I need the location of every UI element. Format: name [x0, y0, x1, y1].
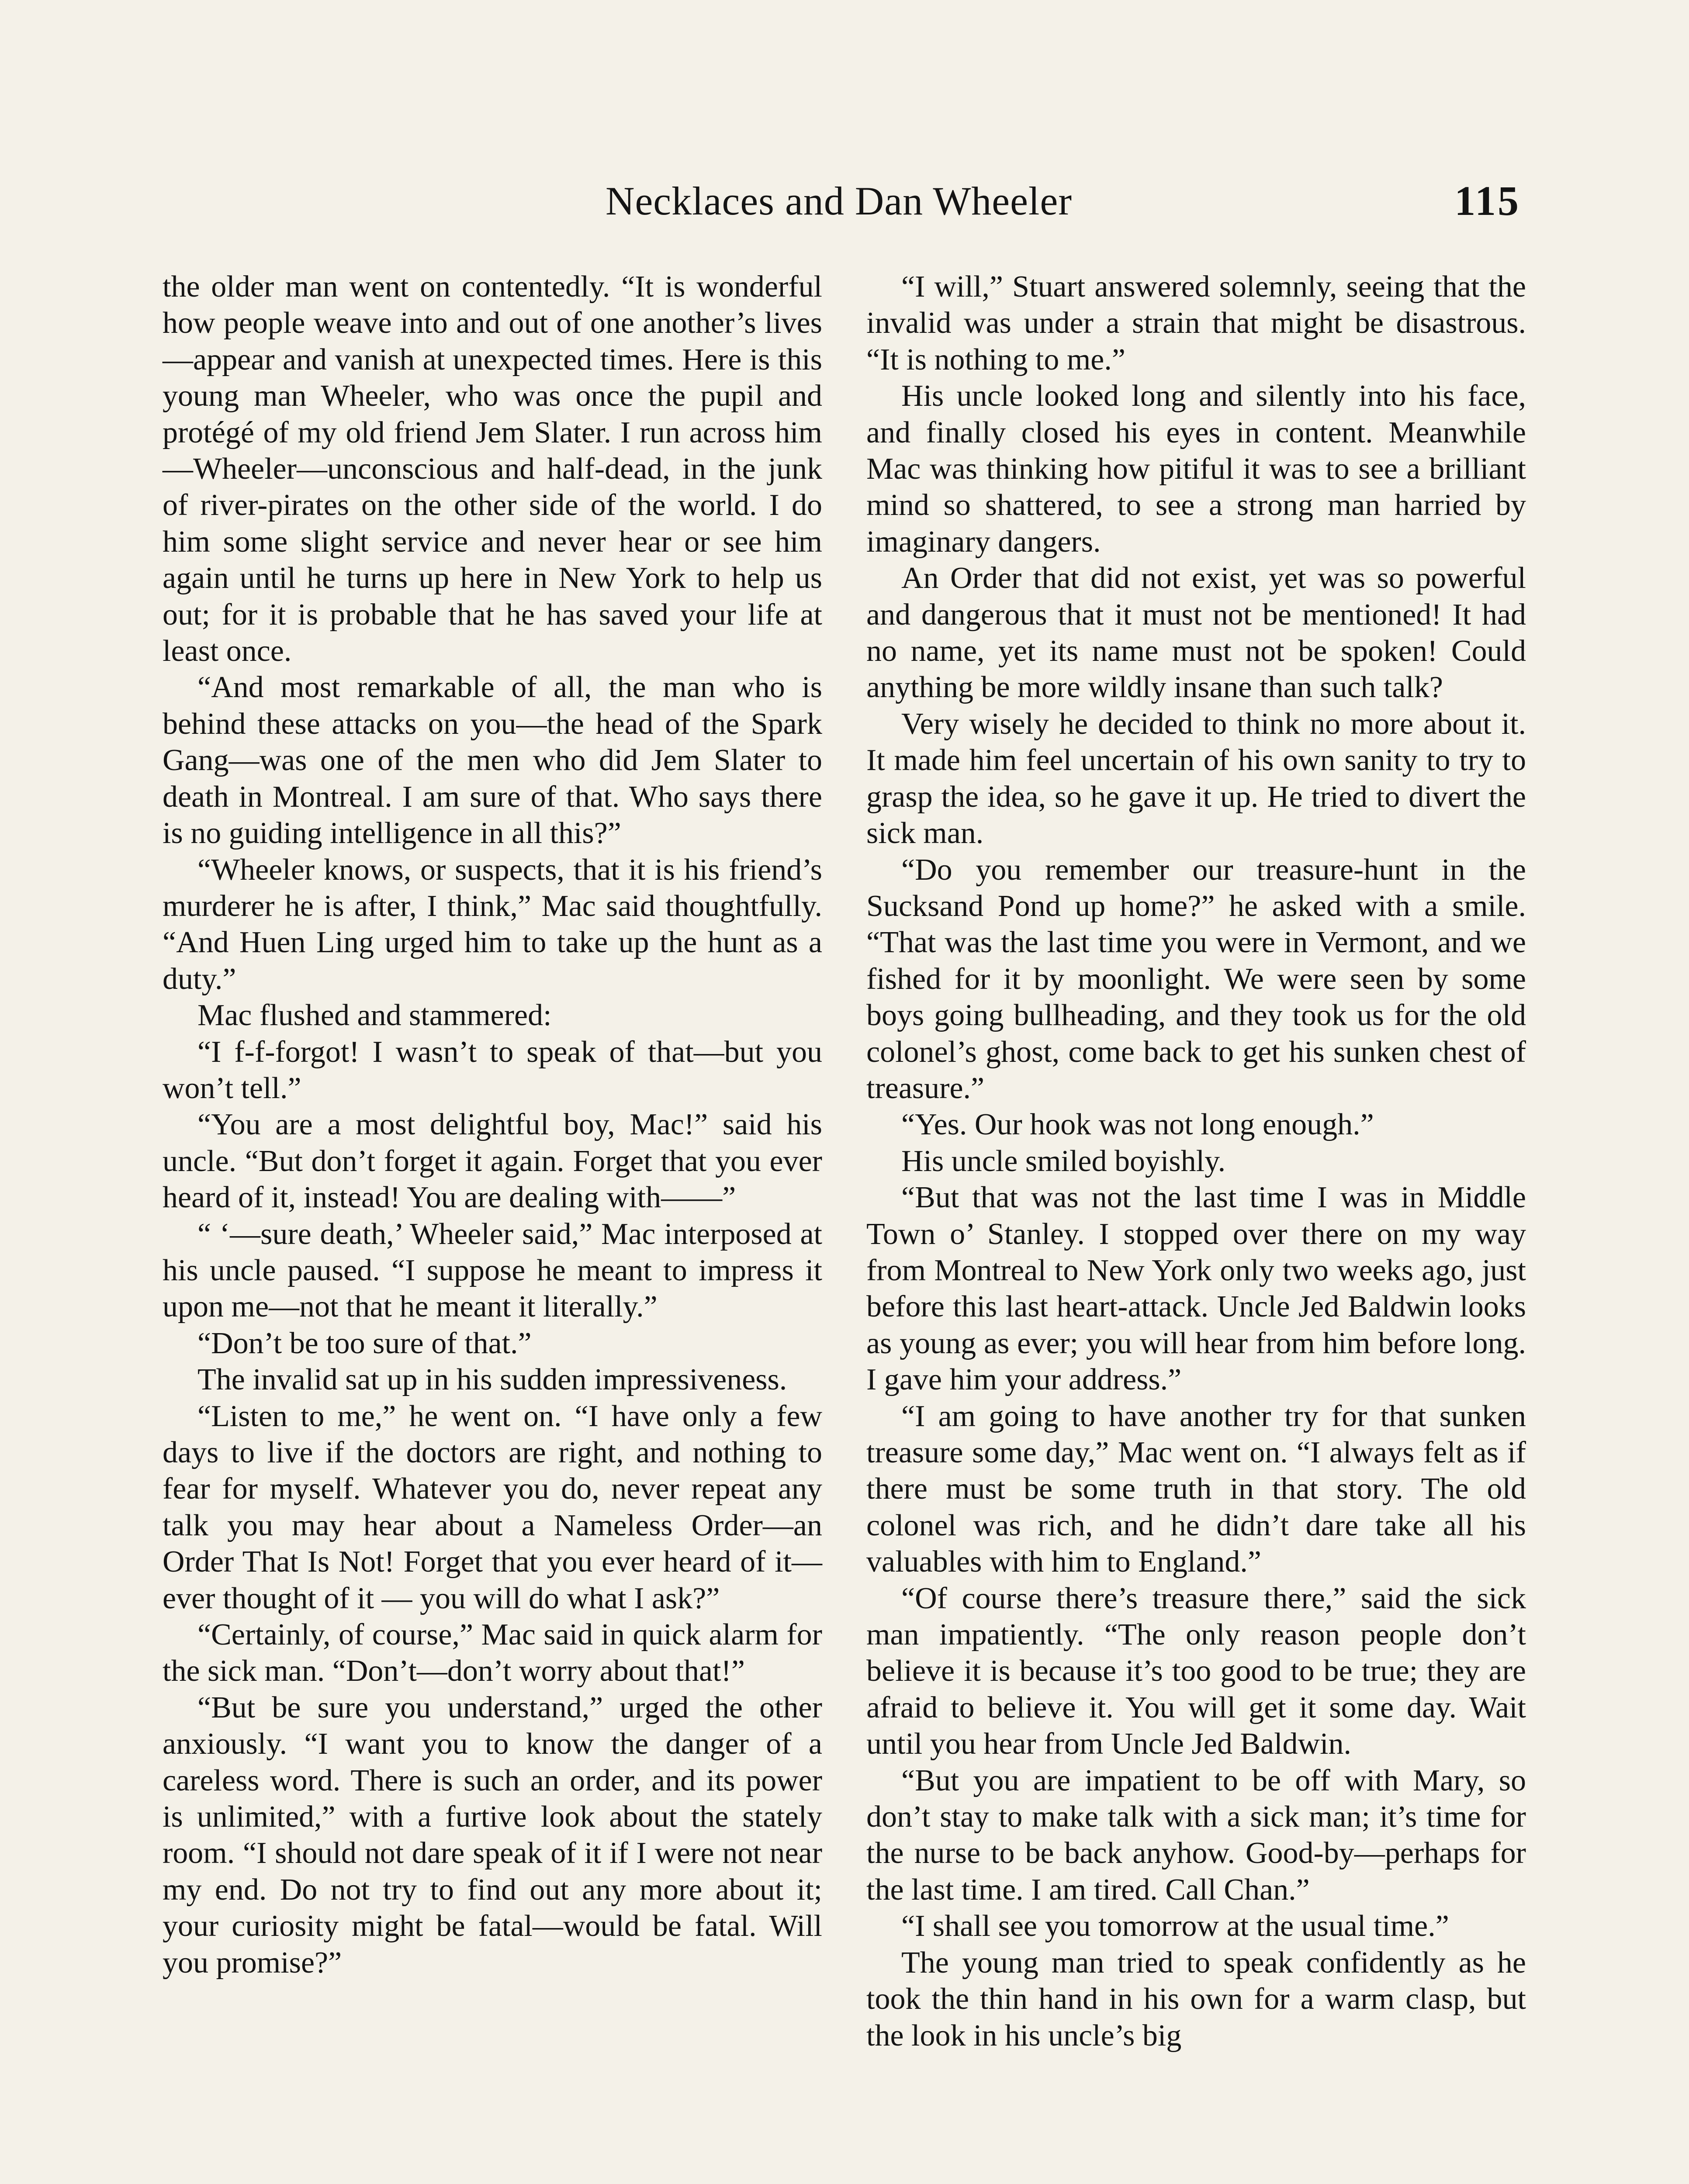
paragraph: “ ‘—sure death,’ Wheeler said,” Mac interposed at his uncle paused. “I suppose he meant to impress it upon me—not that he meant it literally.”	[163, 1217, 822, 1324]
paragraph: the older man went on contentedly. “It is wonderful how people weave into and out of one another’s lives—appear and vanish at unexpected times. Here is this young man Wheeler, who was once the pupil and protégé of my old friend Jem Slater. I run across him—Wheeler—unconscious and half-dead, in the junk of river-pirates on the other side of the world. I do him some slight service and never hear or see him again until he turns up here in New York to help us out; for it is probable that he has saved your life at least once.	[163, 270, 822, 668]
paragraph: “Don’t be too sure of that.”	[197, 1326, 532, 1360]
paragraph: The invalid sat up in his sudden impressiveness.	[197, 1363, 787, 1397]
paragraph: The young man tried to speak confidently as he took the thin hand in his own for a warm clasp, but the look in his uncle’s big	[866, 1946, 1526, 2053]
paragraph: “Wheeler knows, or suspects, that it is his friend’s murderer he is after, I think,” Mac said thoughtfully. “And Huen Ling urged him to take up the hunt as a duty.”	[163, 853, 822, 996]
paragraph: “And most remarkable of all, the man who is behind these attacks on you—the head of the Spark Gang—was one of the men who did Jem Slater to death in Montreal. I am sure of that. Who says there is no guiding intelligence in all this?”	[163, 670, 822, 850]
paragraph: “Yes. Our hook was not long enough.”	[901, 1108, 1374, 1142]
page-number: 115	[1454, 177, 1520, 224]
paragraph: “But be sure you understand,” urged the other anxiously. “I want you to know the danger of a careless word. There is such an order, and its power is unlimited,” with a furtive look about the stately room. “I should not dare speak of it if I were not near my end. Do not try to find out any more about it; your curiosity might be fatal—would be fatal. Will you promise?”	[163, 1690, 822, 1980]
paragraph: “Certainly, of course,” Mac said in quick alarm for the sick man. “Don’t—don’t worry about that!”	[163, 1618, 822, 1688]
paragraph: Very wisely he decided to think no more about it. It made him feel uncertain of his own sanity to try to grasp the idea, so he gave it up. He tried to divert the sick man.	[866, 707, 1526, 850]
right-column	[866, 269, 1526, 2054]
paragraph: His uncle smiled boyishly.	[901, 1144, 1226, 1178]
paragraph: “I shall see you tomorrow at the usual time.”	[901, 1909, 1449, 1943]
paragraph: “You are a most delightful boy, Mac!” said his uncle. “But don’t forget it again. Forget that you ever heard of it, instead! You are dealing with——”	[163, 1108, 822, 1215]
paragraph: “But that was not the last time I was in Middle Town o’ Stanley. I stopped over there on my way from Montreal to New York only two weeks ago, just before this last heart-attack. Uncle Jed Baldwin looks as young as ever; you will hear from him before long. I gave him your address.”	[866, 1181, 1526, 1397]
paragraph: “I am going to have another try for that sunken treasure some day,” Mac went on. “I always felt as if there must be some truth in that story. The old colonel was rich, and he didn’t dare take all his valuables with him to England.”	[866, 1399, 1526, 1579]
paragraph: His uncle looked long and silently into his face, and finally closed his eyes in content. Meanwhile Mac was thinking how pitiful it was to see a brilliant mind so shattered, to see a strong man harried by imaginary dangers.	[866, 379, 1526, 559]
running-head	[0, 173, 1689, 229]
paragraph: An Order that did not exist, yet was so powerful and dangerous that it must not be mentioned! It had no name, yet its name must not be spoken! Could anything be more wildly insane than such talk?	[866, 561, 1526, 705]
paragraph: “Of course there’s treasure there,” said the sick man impatiently. “The only reason people don’t believe it is because it’s too good to be true; they are afraid to believe it. You will get it some day. Wait until you hear from Uncle Jed Baldwin.	[866, 1581, 1526, 1761]
paragraph: “Do you remember our treasure-hunt in the Sucksand Pond up home?” he asked with a smile. “That was the last time you were in Vermont, and we fished for it by moonlight. We were seen by some boys going bullheading, and they took us for the old colonel’s ghost, come back to get his sunken chest of treasure.”	[866, 853, 1526, 1105]
left-column	[163, 269, 822, 1981]
paragraph: “I will,” Stuart answered solemnly, seeing that the invalid was under a strain that might be disastrous. “It is nothing to me.”	[866, 270, 1526, 377]
paragraph: Mac flushed and stammered:	[197, 999, 552, 1033]
running-title: Necklaces and Dan Wheeler	[606, 179, 1072, 223]
paragraph: “But you are impatient to be off with Mary, so don’t stay to make talk with a sick man; it’s time for the nurse to be back anyhow. Good-by—perhaps for the last time. I am tired. Call Chan.”	[866, 1763, 1526, 1907]
paragraph: “Listen to me,” he went on. “I have only a few days to live if the doctors are right, and nothing to fear for myself. Whatever you do, never repeat any talk you may hear about a Nameless Order—an Order That Is Not! Forget that you ever heard of it—ever thought of it — you will do what I ask?”	[163, 1399, 822, 1615]
paragraph: “I f-f-forgot! I wasn’t to speak of that—but you won’t tell.”	[163, 1035, 822, 1105]
